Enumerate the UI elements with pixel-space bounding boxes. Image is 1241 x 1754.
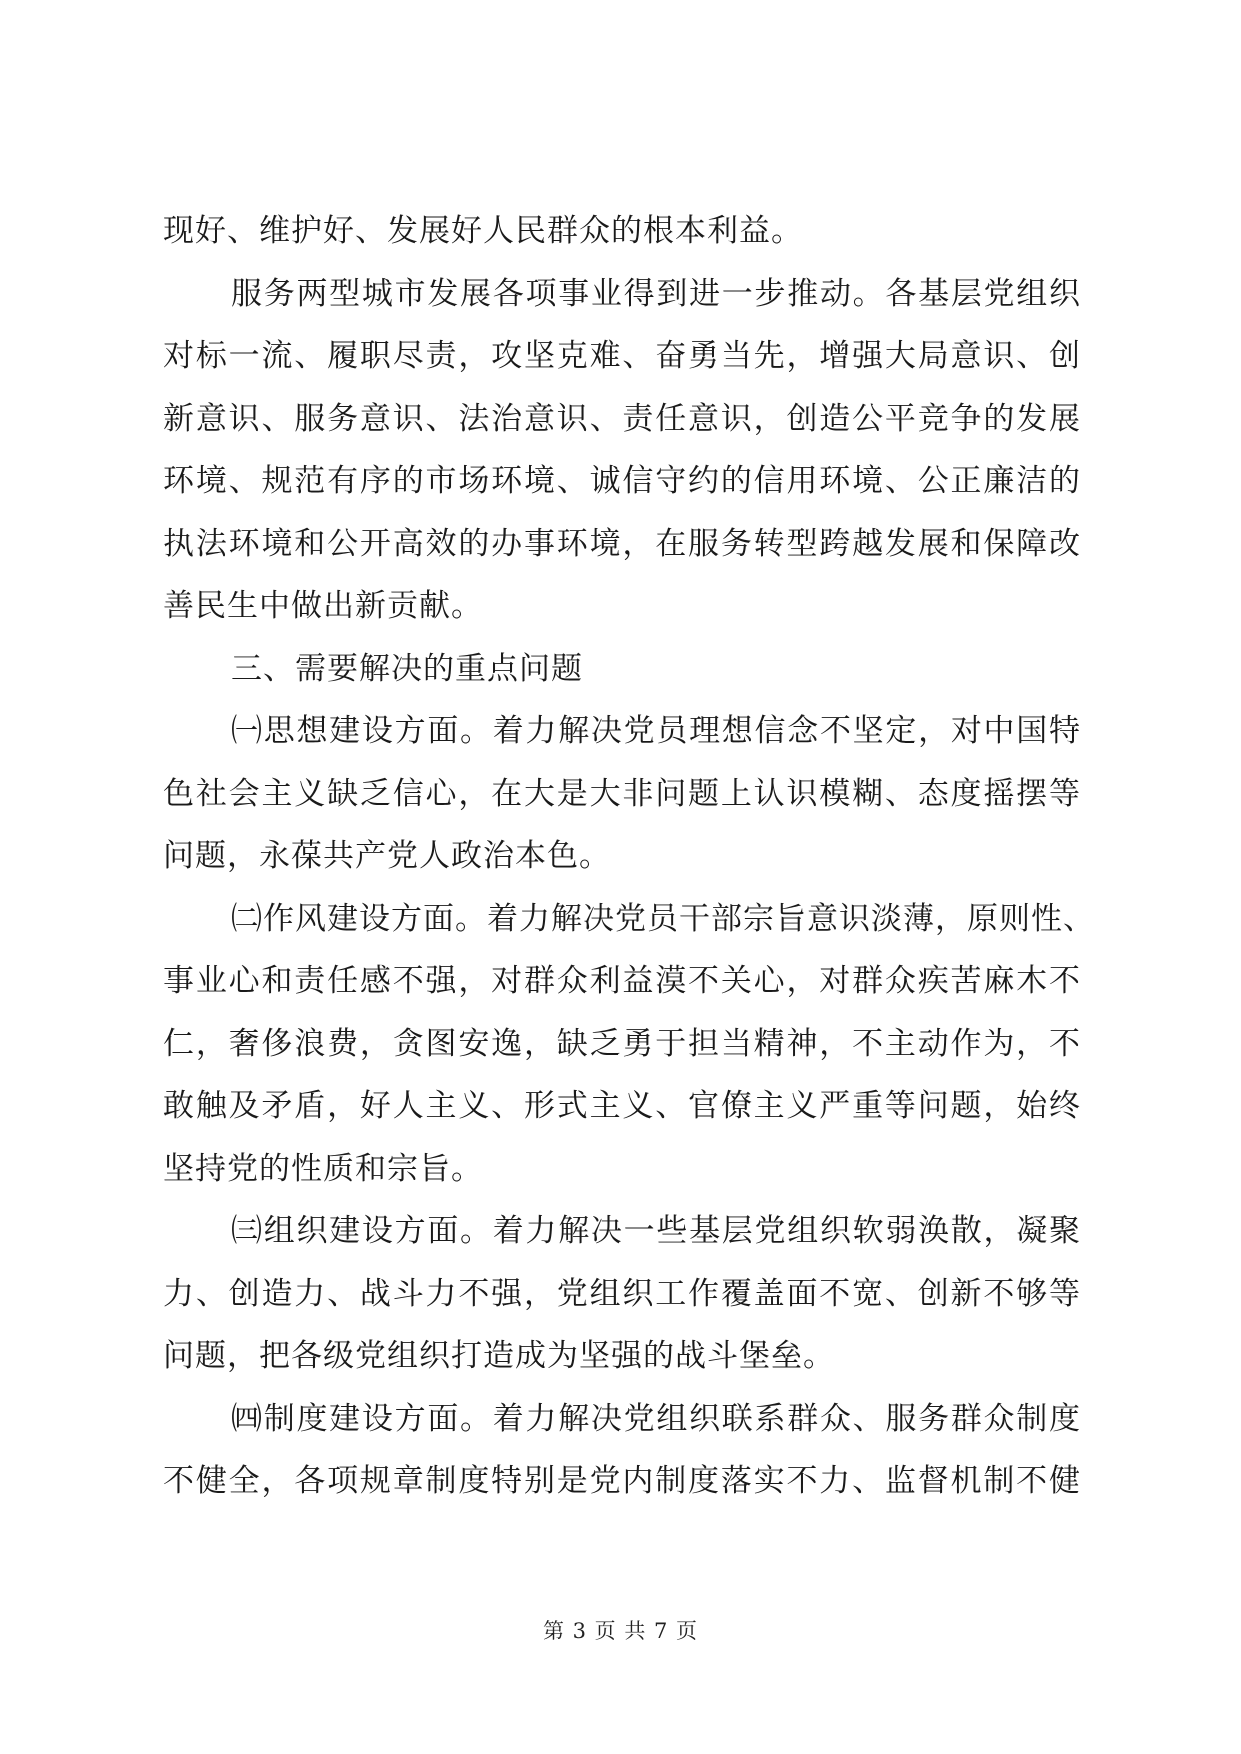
text-line: 力、创造力、战斗力不强，党组织工作覆盖面不宽、创新不够等 xyxy=(163,1275,1081,1312)
text-line: 执法环境和公开高效的办事环境，在服务转型跨越发展和保障改 xyxy=(163,525,1081,562)
text-line: 对标一流、履职尽责，攻坚克难、奋勇当先，增强大局意识、创 xyxy=(163,338,1081,374)
text-line: 问题，永葆共产党人政治本色。 xyxy=(163,838,611,874)
document-body xyxy=(163,200,1095,1513)
text-line: 现好、维护好、发展好人民群众的根本利益。 xyxy=(163,213,803,249)
text-line: 仁，奢侈浪费，贪图安逸，缺乏勇于担当精神，不主动作为，不 xyxy=(163,1025,1081,1062)
text-line: ㈡作风建设方面。着力解决党员干部宗旨意识淡薄，原则性、 xyxy=(231,900,1095,937)
text-line: ㈠思想建设方面。着力解决党员理想信念不坚定，对中国特 xyxy=(231,713,1081,749)
text-line: 事业心和责任感不强，对群众利益漠不关心，对群众疾苦麻木不 xyxy=(163,963,1081,999)
text-line: ㈣制度建设方面。着力解决党组织联系群众、服务群众制度 xyxy=(231,1400,1081,1437)
text-line: 环境、规范有序的市场环境、诚信守约的信用环境、公正廉洁的 xyxy=(163,463,1081,499)
text-line: ㈢组织建设方面。着力解决一些基层党组织软弱涣散，凝聚 xyxy=(231,1213,1081,1249)
page-footer: 第 3 页 共 7 页 xyxy=(542,1619,699,1643)
text-line: 色社会主义缺乏信心，在大是大非问题上认识模糊、态度摇摆等 xyxy=(163,775,1081,812)
text-line: 问题，把各级党组织打造成为坚强的战斗堡垒。 xyxy=(163,1338,835,1374)
text-line: 敢触及矛盾，好人主义、形式主义、官僚主义严重等问题，始终 xyxy=(163,1088,1081,1124)
text-line: 善民生中做出新贡献。 xyxy=(163,588,483,624)
text-line: 新意识、服务意识、法治意识、责任意识，创造公平竞争的发展 xyxy=(163,400,1081,437)
text-line: 三、需要解决的重点问题 xyxy=(231,650,583,687)
text-line: 坚持党的性质和宗旨。 xyxy=(163,1150,483,1187)
text-line: 服务两型城市发展各项事业得到进一步推动。各基层党组织 xyxy=(231,275,1081,312)
text-line: 不健全，各项规章制度特别是党内制度落实不力、监督机制不健 xyxy=(163,1463,1081,1499)
